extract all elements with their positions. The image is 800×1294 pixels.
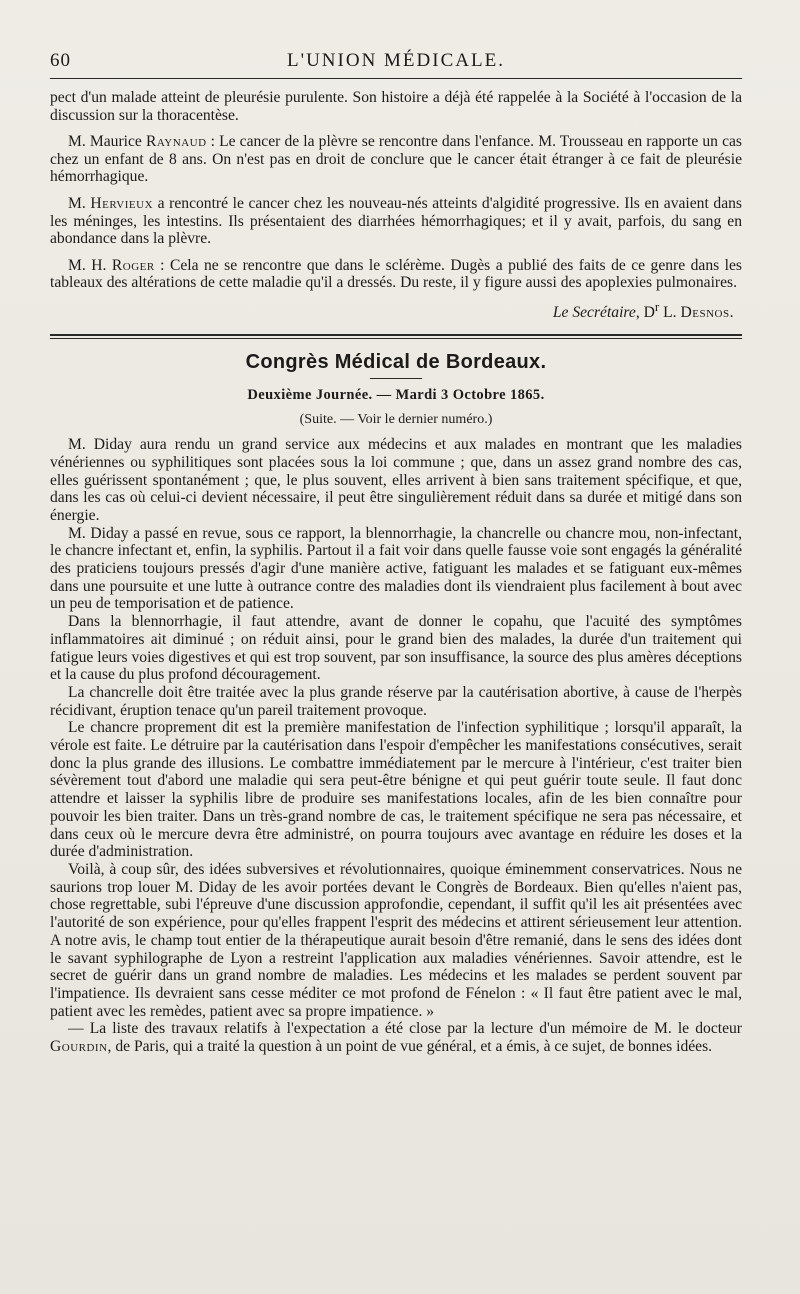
intro-section (50, 89, 742, 322)
running-title: L'UNION MÉDICALE. (287, 50, 505, 71)
body-paragraph-1: M. Diday aura rendu un grand service aux médecins et aux malades en montrant que les maladies vénériennes ou syphilitiques sont placées sous la loi commune ; que, dans un assez grand nombre des cas, elles guérissent spontanément ; que, le plus souvent, elles arrivent à bien sans traitement spécifique, et que, dans les cas où celui-ci devient nécessaire, il peut être singulièrement réduit dans sa durée et mitigé dans son énergie. (50, 436, 742, 524)
body-paragraph-6: Voilà, à coup sûr, des idées subversives et révolutionnaires, quoique éminemment conservatrices. Nous ne saurions trop louer M. Diday de les avoir portées devant le Congrès de Bordeaux. Bien qu'elles n'aient pas, chose regrettable, subi l'épreuve d'une discussion approfondie, cependant, il suffit qu'il les ait présentées avec l'autorité de son expérience, pour qu'elles frappent l'esprit des médecins et attirent sérieusement leur attention. A notre avis, le champ tout entier de la thérapeutique aurait besoin d'être remanié, dans le sens des idées dont le savant syphilographe de Lyon a restreint l'application aux maladies vénériennes. Savoir attendre, est le secret de guérir dans un grand nombre de maladies. Les médecins et les malades se perdent souvent par l'impatience. Ils devraient sans cesse méditer ce mot profond de Fénelon : « Il faut être patient avec le mal, patient avec les remèdes, patient avec sa propre impatience. » (50, 861, 742, 1020)
signature (50, 298, 734, 322)
speaker-prefix: M. (68, 194, 91, 212)
paragraph-text: — La liste des travaux relatifs à l'expectation a été close par la lecture d'un mémoire de M. le docteur (68, 1020, 742, 1038)
speaker-name: Raynaud (145, 133, 207, 151)
signature-superscript: r (654, 298, 660, 314)
intro-paragraph-2 (50, 133, 742, 186)
title-underline (370, 378, 422, 379)
intro-paragraph-1: pect d'un malade atteint de pleurésie purulente. Son histoire a déjà été rappelée à la Société à l'occasion de la discussion sur la thoracentèse. (50, 89, 742, 124)
body-paragraph-5: Le chancre proprement dit est la première manifestation de l'infection syphilitique ; lorsqu'il apparaît, la vérole est faite. Le détruire par la cautérisation dans l'espoir d'empêcher les manifestations consécutives, serait donc la plus grande des illusions. Le combattre immédiatement par le mercure à l'intérieur, c'est traiter bien sévèrement tout d'abord une maladie qui sera peut-être bénigne et qui peut guérir toute seule. Il faut donc attendre et laisser la syphilis libre de produire ses manifestations locales, afin de les bien connaître pour pouvoir les bien traiter. Dans un très-grand nombre de cas, le traitement spécifique ne sera pas nécessaire, et dans ceux où le mercure devra être administré, on pourra toujours avec avantage en réduire les doses et la durée d'administration. (50, 719, 742, 861)
page-number: 60 (50, 50, 71, 71)
continuation-note: (Suite. — Voir le dernier numéro.) (299, 412, 493, 428)
body-paragraph-3: Dans la blennorrhagie, il faut attendre, avant de donner le copahu, que l'acuité des symptômes inflammatoires ait diminué ; on réduit ainsi, pour le grand bien des malades, la durée d'un traitement qui fatigue leurs voies digestives et qui est trop souvent, par son insuffisance, la source des plus amères déceptions et la cause du plus profond découragement. (50, 613, 742, 684)
intro-paragraph-4 (50, 257, 742, 292)
day-heading: Deuxième Journée. — Mardi 3 Octobre 1865. (247, 387, 545, 404)
section-divider (50, 334, 742, 339)
paragraph-text: a rencontré le cancer chez les nouveau-nés atteints d'algidité progressive. Ils en avaient dans les méninges, les intestins. Ils présentaient des diarrhées hémorrhagiques; et il y avait, parfois, du sang en abondance dans la plèvre. (50, 194, 742, 248)
intro-paragraph-3 (50, 195, 742, 248)
body-paragraph-2: M. Diday a passé en revue, sous ce rapport, la blennorrhagie, la chancrelle ou chancre mou, non-infectant, le chancre infectant et, enfin, la syphilis. Partout il a fait voir dans quelle fausse voie sont engagés la généralité des praticiens toujours pressés d'agir d'une manière active, fatiguant les malades et se fatiguant eux-mêmes dans une poursuite et une lutte à outrance contre des maladies dont ils viendraient plus facilement à bout avec un peu de temporisation et de patience. (50, 524, 742, 613)
author-name: Gourdin (50, 1038, 108, 1056)
signature-separator: , D (635, 304, 655, 322)
section-title: Congrès Médical de Bordeaux. (245, 351, 547, 374)
signature-role: Le Secrétaire (552, 304, 636, 322)
paragraph-text: : Le cancer de la plèvre se rencontre dans l'enfance. M. Trousseau en rapporte un cas chez un enfant de 8 ans. On n'est pas en droit de conclure que le cancer était étranger à ce fait de pleurésie hémorrhagique. (50, 133, 743, 186)
body-paragraph-4: La chancrelle doit être traitée avec la plus grande réserve par la cautérisation abortive, à cause de l'herpès récidivant, éruption tenace qu'un pareil traitement provoque. (50, 683, 742, 719)
speaker-name: Roger (111, 256, 155, 274)
signature-name: Desnos. (680, 304, 734, 322)
speaker-name: Hervieux (90, 194, 154, 212)
paragraph-text: , de Paris, qui a traité la question à un point de vue général, et a émis, à ce sujet, de bonnes idées. (107, 1038, 713, 1056)
paragraph-text: : Cela ne se rencontre que dans le sclérème. Dugès a publié des faits de ce genre dans les tableaux des altérations de cette maladie qu'il a dressés. Du reste, il y figure aussi des apoplexies pulmonaires. (50, 256, 742, 292)
speaker-prefix: M. Maurice (68, 133, 146, 151)
speaker-prefix: M. H. (68, 256, 112, 274)
article-body (50, 436, 742, 1056)
body-paragraph-7 (50, 1020, 742, 1055)
signature-initial: L. (659, 304, 681, 322)
header-rule (50, 78, 742, 79)
running-head (50, 0, 742, 78)
